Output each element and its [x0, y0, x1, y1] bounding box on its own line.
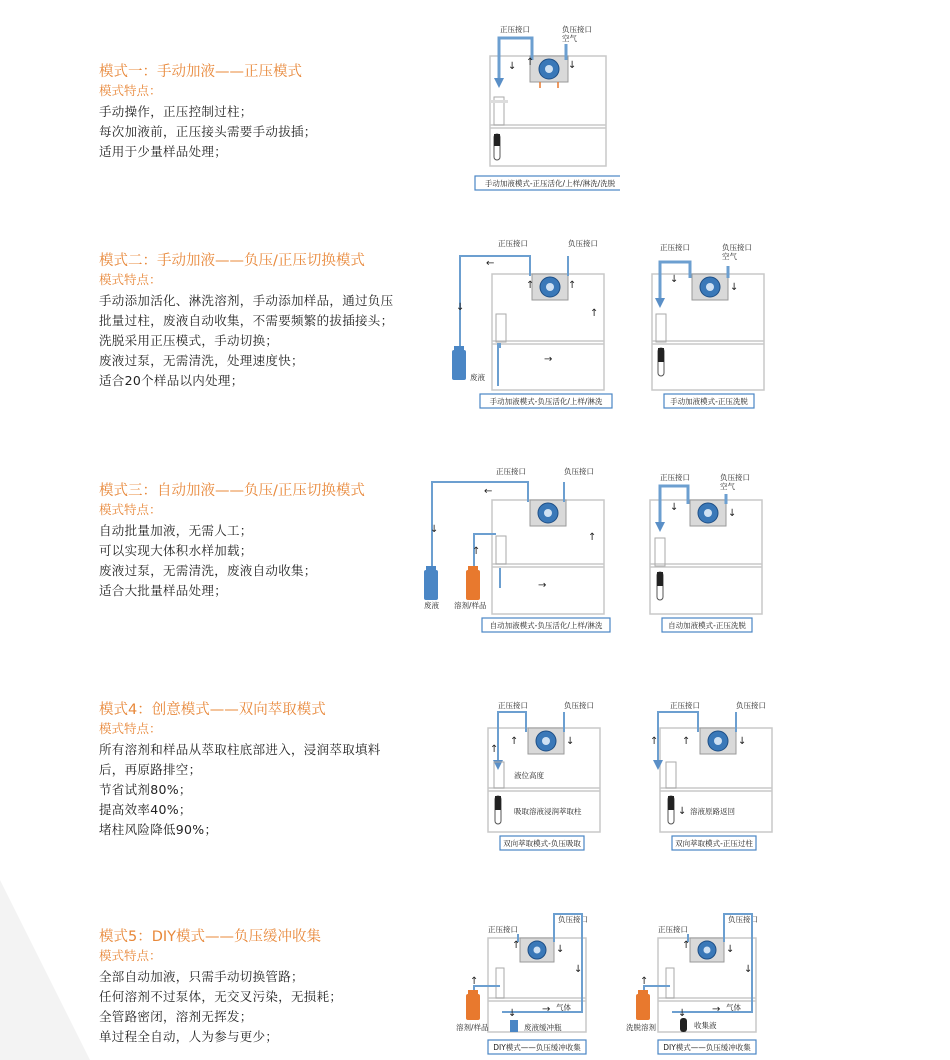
- svg-text:↓: ↓: [430, 524, 439, 535]
- svg-text:↑: ↑: [590, 308, 599, 319]
- mode-1-subtitle: 模式特点：: [99, 83, 162, 98]
- svg-text:↓: ↓: [726, 944, 735, 955]
- air-label: 空气: [722, 252, 737, 261]
- svg-text:↑: ↑: [470, 976, 479, 987]
- svg-text:→: →: [712, 1004, 721, 1015]
- svg-text:→: →: [544, 354, 553, 365]
- solvent-bottle-icon: [466, 570, 480, 600]
- mode-1-line: 适用于少量样品处理；: [99, 144, 228, 159]
- negative-port-label: 负压接口: [562, 25, 592, 34]
- negative-port-label: 负压接口: [720, 473, 750, 482]
- svg-text:→: →: [538, 580, 547, 591]
- diagram-note: 溶液原路返回: [690, 807, 735, 816]
- svg-text:←: ←: [486, 258, 495, 269]
- mode-3-subtitle: 模式特点：: [99, 502, 162, 517]
- mode-5-subtitle: 模式特点：: [99, 948, 162, 963]
- svg-text:↓: ↓: [678, 1008, 687, 1019]
- mode-5-section: [99, 927, 439, 1047]
- positive-port-label: 正压接口: [660, 473, 690, 482]
- diagram-caption: DIY模式——负压缓冲收集: [663, 1043, 751, 1052]
- positive-port-label: 正压接口: [488, 925, 518, 934]
- svg-text:↑: ↑: [650, 736, 659, 747]
- solvent-label: 洗脱溶剂: [626, 1023, 656, 1032]
- diagram-caption: 双向萃取模式-正压过柱: [675, 839, 753, 848]
- mode-4-line: 堵柱风险降低90%；: [99, 822, 218, 837]
- solvent-label: 溶剂/样品: [454, 601, 487, 610]
- mode-4-section: [99, 700, 439, 840]
- svg-text:↑: ↑: [472, 546, 481, 557]
- mode-3-line: 废液过泵，无需清洗，废液自动收集；: [99, 563, 317, 578]
- mode-2-line: 批量过柱，废液自动收集，不需要频繁的拔插接头；: [99, 313, 394, 328]
- svg-text:↑: ↑: [526, 57, 535, 68]
- svg-text:↑: ↑: [526, 280, 535, 291]
- mode-5-line: 全部自动加液，只需手动切换管路；: [99, 969, 304, 984]
- mode-2-line: 适合20个样品以内处理；: [99, 373, 244, 388]
- diagram-caption: 手动加液模式-正压洗脱: [670, 397, 748, 406]
- negative-port-label: 负压接口: [728, 915, 758, 924]
- mode-2-line: 废液过泵，无需清洗，处理速度快；: [99, 353, 304, 368]
- svg-text:↓: ↓: [508, 1008, 517, 1019]
- mode-1-diagram: [470, 22, 620, 192]
- collection-label: 收集液: [694, 1021, 717, 1030]
- mode-5-line: 单过程全自动，人为参与更少；: [99, 1029, 279, 1044]
- svg-text:→: →: [542, 1004, 551, 1015]
- negative-port-label: 负压接口: [558, 915, 588, 924]
- svg-text:↑: ↑: [568, 280, 577, 291]
- svg-text:←: ←: [484, 486, 493, 497]
- positive-port-label: 正压接口: [498, 239, 528, 248]
- mode-4-line: 提高效率40%；: [99, 802, 192, 817]
- svg-text:↓: ↓: [678, 806, 687, 817]
- svg-text:↓: ↓: [670, 502, 679, 513]
- negative-port-label: 负压接口: [736, 701, 766, 710]
- mode-4-diagram-b: [648, 696, 784, 852]
- mode-2-line: 洗脱采用正压模式，手动切换；: [99, 333, 279, 348]
- mode-4-diagram-a: [484, 696, 620, 852]
- mode-5-diagram-b: [624, 912, 772, 1058]
- positive-port-label: 正压接口: [658, 925, 688, 934]
- svg-text:↓: ↓: [574, 964, 583, 975]
- negative-port-label: 负压接口: [564, 701, 594, 710]
- mode-2-title: 模式二：手动加液——负压/正压切换模式: [99, 253, 365, 269]
- mode-3-diagram-a: [412, 464, 620, 636]
- mode-4-line: 节省试剂80%；: [99, 782, 192, 797]
- buffer-bottle-icon: [510, 1020, 518, 1032]
- diagram-caption: 自动加液模式-负压活化/上样/淋洗: [489, 621, 603, 630]
- mode-1-line: 手动操作，正压控制过柱；: [99, 104, 253, 119]
- air-label: 空气: [562, 34, 577, 43]
- positive-port-label: 正压接口: [500, 25, 530, 34]
- liquid-level-label: 液位高度: [514, 771, 544, 780]
- diagram-caption: DIY模式——负压缓冲收集: [493, 1043, 581, 1052]
- waste-label: 废液: [470, 373, 485, 382]
- svg-text:↑: ↑: [588, 532, 597, 543]
- mode-5-diagram-a: [452, 912, 600, 1058]
- mode-1-line: 每次加液前，正压接头需要手动拔插；: [99, 124, 317, 139]
- negative-port-label: 负压接口: [568, 239, 598, 248]
- mode-2-diagram-a: [440, 236, 620, 412]
- gas-label: 气体: [556, 1003, 571, 1012]
- waste-label: 废液: [424, 601, 439, 610]
- mode-2-section: [99, 251, 439, 391]
- mode-2-subtitle: 模式特点：: [99, 272, 162, 287]
- diagram-caption: 手动加液模式-正压活化/上样/淋洗/洗脱: [484, 179, 616, 188]
- svg-text:↑: ↑: [512, 940, 521, 951]
- mode-1-title: 模式一：手动加液——正压模式: [99, 64, 302, 80]
- solvent-label: 溶剂/样品: [456, 1023, 489, 1032]
- svg-text:↑: ↑: [640, 976, 649, 987]
- mode-3-line: 适合大批量样品处理；: [99, 583, 228, 598]
- positive-port-label: 正压接口: [496, 467, 526, 476]
- svg-text:↓: ↓: [568, 60, 577, 71]
- mode-3-line: 自动批量加液，无需人工；: [99, 523, 253, 538]
- svg-text:↓: ↓: [508, 61, 517, 72]
- mode-2-line: 手动添加活化、淋洗溶剂，手动添加样品，通过负压: [99, 293, 394, 308]
- diagram-caption: 双向萃取模式-负压吸取: [503, 839, 581, 848]
- mode-3-line: 可以实现大体积水样加载；: [99, 543, 253, 558]
- svg-text:↓: ↓: [738, 736, 747, 747]
- positive-port-label: 正压接口: [670, 701, 700, 710]
- positive-port-label: 正压接口: [498, 701, 528, 710]
- diagram-caption: 手动加液模式-负压活化/上样/淋洗: [489, 397, 603, 406]
- air-label: 空气: [720, 482, 735, 491]
- positive-port-label: 正压接口: [660, 243, 690, 252]
- svg-text:↑: ↑: [682, 940, 691, 951]
- svg-text:↓: ↓: [456, 302, 465, 313]
- collection-tube-icon: [680, 1018, 687, 1032]
- negative-port-label: 负压接口: [564, 467, 594, 476]
- mode-5-line: 任何溶剂不过泵体，无交叉污染，无损耗；: [99, 989, 343, 1004]
- diagram-note: 吸取溶液浸润萃取柱: [514, 807, 582, 816]
- svg-text:↑: ↑: [490, 744, 499, 755]
- svg-text:↓: ↓: [670, 274, 679, 285]
- mode-5-line: 全管路密闭，溶剂无挥发；: [99, 1009, 253, 1024]
- mode-3-section: [99, 481, 439, 601]
- mode-4-title: 模式4：创意模式——双向萃取模式: [99, 702, 326, 718]
- waste-bottle-icon: [452, 350, 466, 380]
- svg-text:↑: ↑: [682, 736, 691, 747]
- gas-label: 气体: [726, 1003, 741, 1012]
- mode-4-line: 所有溶剂和样品从萃取柱底部进入，浸润萃取填料: [99, 742, 381, 757]
- diagram-caption: 自动加液模式-正压洗脱: [668, 621, 746, 630]
- mode-3-title: 模式三：自动加液——负压/正压切换模式: [99, 483, 365, 499]
- svg-text:↓: ↓: [556, 944, 565, 955]
- mode-4-line: 后，再原路排空；: [99, 762, 202, 777]
- svg-text:↓: ↓: [728, 508, 737, 519]
- negative-port-label: 负压接口: [722, 243, 752, 252]
- mode-5-title: 模式5：DIY模式——负压缓冲收集: [99, 929, 322, 945]
- buffer-bottle-label: 废液缓冲瓶: [524, 1023, 562, 1032]
- mode-1-section: [99, 62, 439, 162]
- mode-3-diagram-b: [646, 464, 774, 636]
- svg-text:↓: ↓: [730, 282, 739, 293]
- mode-2-diagram-b: [648, 236, 776, 412]
- mode-4-subtitle: 模式特点：: [99, 721, 162, 736]
- svg-text:↑: ↑: [510, 736, 519, 747]
- svg-text:↓: ↓: [744, 964, 753, 975]
- svg-text:↓: ↓: [566, 736, 575, 747]
